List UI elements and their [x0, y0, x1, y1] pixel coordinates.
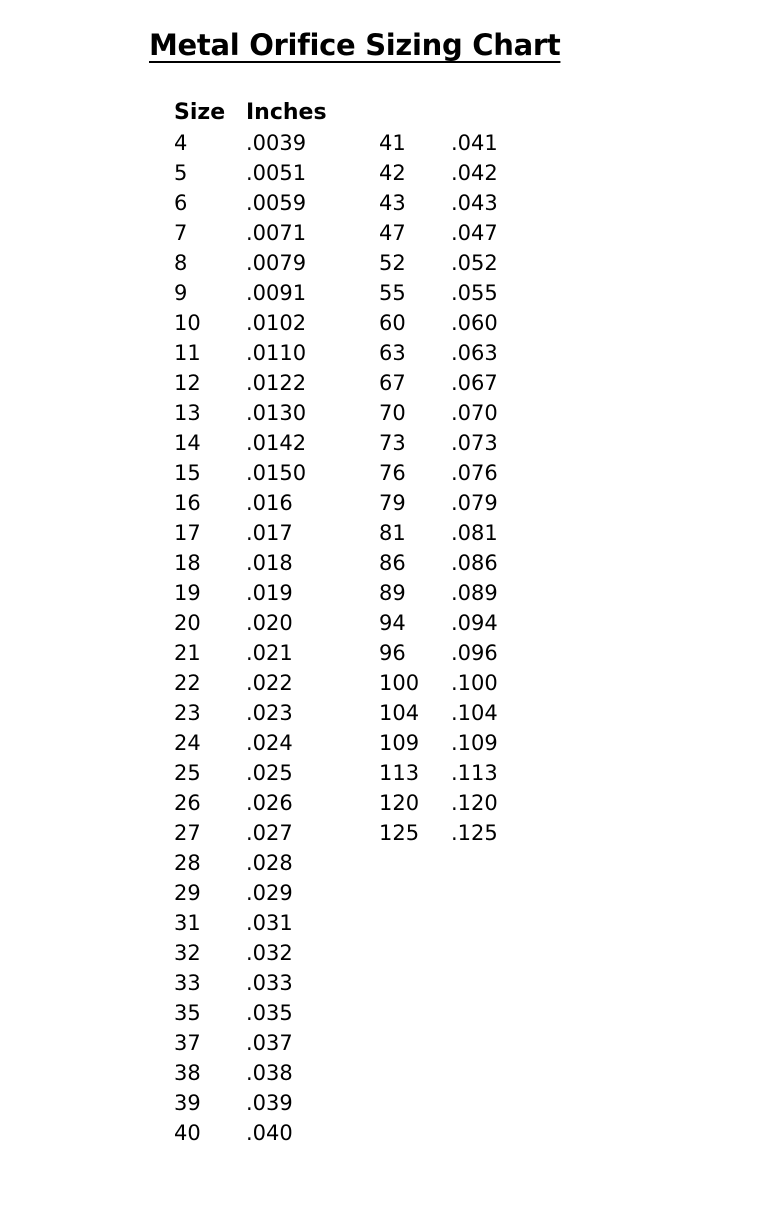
orifice-inches-cell: .0130	[246, 401, 307, 425]
orifice-inches-cell: .037	[246, 1031, 293, 1055]
orifice-size-cell: 19	[174, 581, 201, 605]
orifice-inches-cell: .019	[246, 581, 293, 605]
orifice-size-cell: 18	[174, 551, 201, 575]
orifice-size-cell: 14	[174, 431, 201, 455]
orifice-inches-cell: .021	[246, 641, 293, 665]
orifice-size-cell: 10	[174, 311, 201, 335]
orifice-inches-cell: .073	[451, 431, 498, 455]
orifice-inches-cell: .0071	[246, 221, 307, 245]
orifice-size-cell: 12	[174, 371, 201, 395]
orifice-inches-cell: .0091	[246, 281, 307, 305]
orifice-inches-cell: .109	[451, 731, 498, 755]
orifice-size-cell: 26	[174, 791, 201, 815]
inches-column-header: Inches	[246, 100, 327, 125]
orifice-inches-cell: .018	[246, 551, 293, 575]
orifice-inches-cell: .0051	[246, 161, 307, 185]
orifice-inches-cell: .047	[451, 221, 498, 245]
orifice-size-cell: 43	[379, 191, 406, 215]
orifice-size-cell: 104	[379, 701, 420, 725]
orifice-inches-cell: .060	[451, 311, 498, 335]
orifice-inches-cell: .067	[451, 371, 498, 395]
orifice-inches-cell: .096	[451, 641, 498, 665]
orifice-size-cell: 27	[174, 821, 201, 845]
orifice-size-cell: 76	[379, 461, 406, 485]
orifice-size-cell: 67	[379, 371, 406, 395]
orifice-inches-cell: .025	[246, 761, 293, 785]
orifice-inches-cell: .070	[451, 401, 498, 425]
orifice-size-cell: 35	[174, 1001, 201, 1025]
orifice-size-cell: 120	[379, 791, 420, 815]
orifice-inches-cell: .038	[246, 1061, 293, 1085]
orifice-size-cell: 60	[379, 311, 406, 335]
orifice-size-cell: 41	[379, 131, 406, 155]
orifice-inches-cell: .076	[451, 461, 498, 485]
orifice-inches-cell: .0142	[246, 431, 307, 455]
orifice-size-cell: 17	[174, 521, 201, 545]
orifice-size-cell: 24	[174, 731, 201, 755]
orifice-inches-cell: .0039	[246, 131, 307, 155]
orifice-inches-cell: .0059	[246, 191, 307, 215]
orifice-size-cell: 125	[379, 821, 420, 845]
orifice-inches-cell: .043	[451, 191, 498, 215]
orifice-size-cell: 22	[174, 671, 201, 695]
orifice-size-cell: 33	[174, 971, 201, 995]
orifice-inches-cell: .029	[246, 881, 293, 905]
orifice-size-cell: 79	[379, 491, 406, 515]
orifice-size-cell: 113	[379, 761, 420, 785]
orifice-size-cell: 94	[379, 611, 406, 635]
orifice-size-cell: 15	[174, 461, 201, 485]
orifice-size-cell: 31	[174, 911, 201, 935]
orifice-inches-cell: .022	[246, 671, 293, 695]
orifice-inches-cell: .026	[246, 791, 293, 815]
orifice-inches-cell: .039	[246, 1091, 293, 1115]
orifice-inches-cell: .079	[451, 491, 498, 515]
orifice-size-cell: 8	[174, 251, 188, 275]
orifice-inches-cell: .0102	[246, 311, 307, 335]
orifice-size-cell: 20	[174, 611, 201, 635]
orifice-inches-cell: .052	[451, 251, 498, 275]
size-column-header: Size	[174, 100, 226, 125]
orifice-size-cell: 73	[379, 431, 406, 455]
orifice-size-cell: 25	[174, 761, 201, 785]
orifice-size-cell: 40	[174, 1121, 201, 1145]
orifice-inches-cell: .027	[246, 821, 293, 845]
orifice-inches-cell: .113	[451, 761, 498, 785]
orifice-size-cell: 29	[174, 881, 201, 905]
orifice-inches-cell: .100	[451, 671, 498, 695]
orifice-inches-cell: .035	[246, 1001, 293, 1025]
orifice-inches-cell: .055	[451, 281, 498, 305]
orifice-inches-cell: .023	[246, 701, 293, 725]
orifice-inches-cell: .086	[451, 551, 498, 575]
orifice-size-cell: 5	[174, 161, 188, 185]
orifice-size-cell: 81	[379, 521, 406, 545]
orifice-size-cell: 100	[379, 671, 420, 695]
orifice-inches-cell: .032	[246, 941, 293, 965]
orifice-size-cell: 96	[379, 641, 406, 665]
orifice-size-cell: 16	[174, 491, 201, 515]
orifice-size-cell: 4	[174, 131, 188, 155]
orifice-inches-cell: .081	[451, 521, 498, 545]
orifice-inches-cell: .089	[451, 581, 498, 605]
orifice-size-cell: 13	[174, 401, 201, 425]
orifice-inches-cell: .033	[246, 971, 293, 995]
orifice-inches-cell: .016	[246, 491, 293, 515]
orifice-inches-cell: .017	[246, 521, 293, 545]
orifice-inches-cell: .024	[246, 731, 293, 755]
orifice-size-cell: 11	[174, 341, 201, 365]
orifice-inches-cell: .0150	[246, 461, 307, 485]
orifice-size-cell: 70	[379, 401, 406, 425]
orifice-size-cell: 63	[379, 341, 406, 365]
orifice-size-cell: 28	[174, 851, 201, 875]
page-title: Metal Orifice Sizing Chart	[149, 28, 561, 62]
orifice-inches-cell: .0079	[246, 251, 307, 275]
orifice-size-cell: 55	[379, 281, 406, 305]
orifice-inches-cell: .094	[451, 611, 498, 635]
orifice-size-cell: 38	[174, 1061, 201, 1085]
orifice-inches-cell: .063	[451, 341, 498, 365]
orifice-inches-cell: .042	[451, 161, 498, 185]
orifice-size-cell: 42	[379, 161, 406, 185]
orifice-size-cell: 109	[379, 731, 420, 755]
orifice-size-cell: 86	[379, 551, 406, 575]
orifice-size-cell: 6	[174, 191, 188, 215]
orifice-inches-cell: .0122	[246, 371, 307, 395]
orifice-inches-cell: .041	[451, 131, 498, 155]
orifice-size-cell: 9	[174, 281, 188, 305]
orifice-inches-cell: .028	[246, 851, 293, 875]
orifice-size-cell: 89	[379, 581, 406, 605]
orifice-inches-cell: .125	[451, 821, 498, 845]
orifice-size-cell: 52	[379, 251, 406, 275]
orifice-size-cell: 47	[379, 221, 406, 245]
orifice-inches-cell: .120	[451, 791, 498, 815]
orifice-size-cell: 37	[174, 1031, 201, 1055]
orifice-size-cell: 23	[174, 701, 201, 725]
orifice-size-cell: 21	[174, 641, 201, 665]
orifice-inches-cell: .0110	[246, 341, 307, 365]
orifice-size-cell: 32	[174, 941, 201, 965]
orifice-inches-cell: .104	[451, 701, 498, 725]
orifice-inches-cell: .020	[246, 611, 293, 635]
orifice-size-cell: 7	[174, 221, 188, 245]
orifice-inches-cell: .031	[246, 911, 293, 935]
orifice-inches-cell: .040	[246, 1121, 293, 1145]
orifice-size-cell: 39	[174, 1091, 201, 1115]
